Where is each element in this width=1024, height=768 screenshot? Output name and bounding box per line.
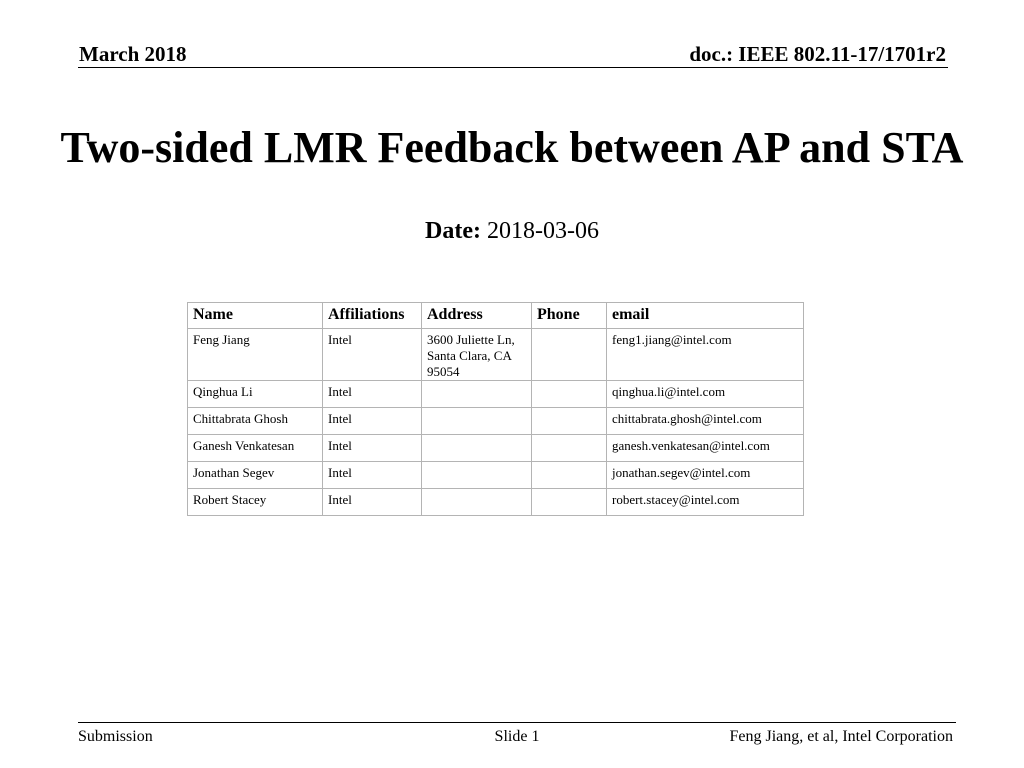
author-address: [422, 462, 532, 489]
column-header-address: Address: [422, 303, 532, 329]
author-phone: [532, 381, 607, 408]
author-address: [422, 435, 532, 462]
author-affiliation: Intel: [323, 489, 422, 516]
table-header-row: [188, 303, 804, 329]
footer-author: Feng Jiang, et al, Intel Corporation: [729, 728, 953, 745]
author-affiliation: Intel: [323, 329, 422, 381]
author-affiliation: Intel: [323, 408, 422, 435]
footer-divider: [78, 722, 956, 723]
author-name: Feng Jiang: [188, 329, 323, 381]
author-email: qinghua.li@intel.com: [607, 381, 804, 408]
table-row: [188, 435, 804, 462]
table-row: [188, 329, 804, 381]
author-name: Ganesh Venkatesan: [188, 435, 323, 462]
column-header-email: email: [607, 303, 804, 329]
table-row: [188, 408, 804, 435]
author-email: chittabrata.ghosh@intel.com: [607, 408, 804, 435]
author-email: robert.stacey@intel.com: [607, 489, 804, 516]
author-name: Robert Stacey: [188, 489, 323, 516]
author-phone: [532, 408, 607, 435]
author-phone: [532, 329, 607, 381]
author-email: jonathan.segev@intel.com: [607, 462, 804, 489]
author-affiliation: Intel: [323, 462, 422, 489]
date-line: [0, 216, 1024, 246]
column-header-name: Name: [188, 303, 323, 329]
table-row: [188, 489, 804, 516]
author-phone: [532, 489, 607, 516]
header-doc-id: doc.: IEEE 802.11-17/1701r2: [689, 42, 946, 66]
column-header-affiliations: Affiliations: [323, 303, 422, 329]
footer-submission: Submission: [78, 728, 153, 745]
slide-title: Two-sided LMR Feedback between AP and STA: [60, 123, 964, 172]
author-phone: [532, 435, 607, 462]
author-address: [422, 489, 532, 516]
author-name: Qinghua Li: [188, 381, 323, 408]
authors-table: [187, 302, 804, 516]
author-address: [422, 408, 532, 435]
table-row: [188, 462, 804, 489]
author-email: feng1.jiang@intel.com: [607, 329, 804, 381]
author-phone: [532, 462, 607, 489]
author-address: [422, 381, 532, 408]
table-row: [188, 381, 804, 408]
footer-slide-number: Slide 1: [494, 728, 540, 745]
author-email: ganesh.venkatesan@intel.com: [607, 435, 804, 462]
author-affiliation: Intel: [323, 381, 422, 408]
column-header-phone: Phone: [532, 303, 607, 329]
author-name: Chittabrata Ghosh: [188, 408, 323, 435]
date-label: Date:: [425, 218, 481, 244]
author-affiliation: Intel: [323, 435, 422, 462]
date-value: 2018-03-06: [486, 218, 599, 244]
header-divider: [78, 67, 948, 68]
author-address: 3600 Juliette Ln, Santa Clara, CA 95054: [422, 329, 532, 381]
header-date: March 2018: [79, 42, 187, 66]
author-name: Jonathan Segev: [188, 462, 323, 489]
